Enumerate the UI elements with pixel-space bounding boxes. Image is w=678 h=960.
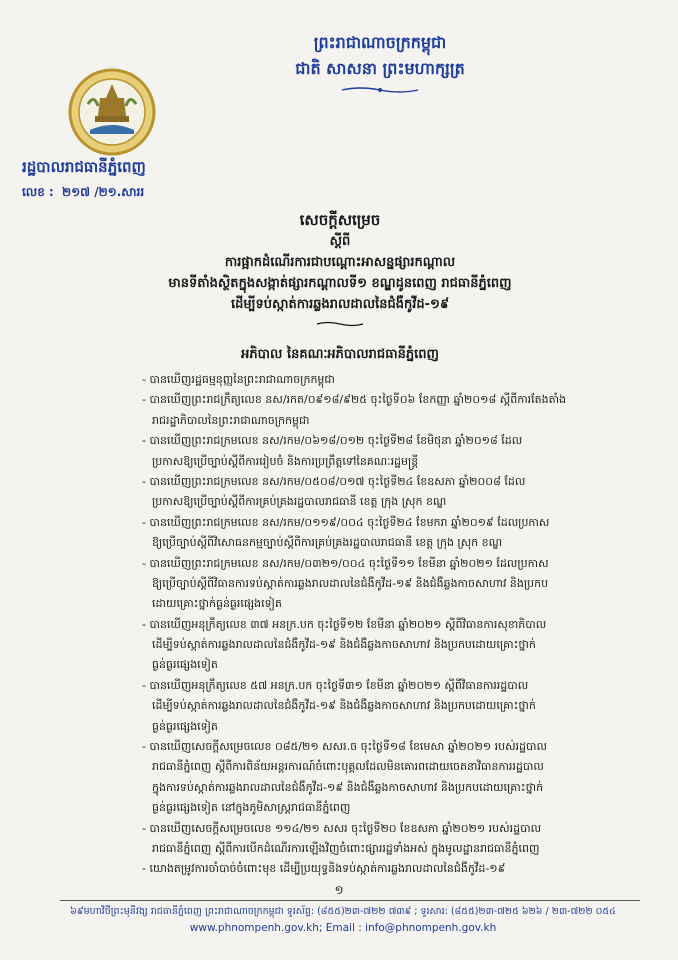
recital-line: ប្រកាសឱ្យប្រើច្បាប់ស្ដីពីការរៀបចំ និងការប្រព្រឹត្តទៅនៃគណៈរដ្ឋមន្ត្រី: [152, 454, 419, 468]
reference-value: ២១៧ /២១.សាររ: [62, 185, 145, 199]
recital-line: ធ្ងន់ធ្ងរផ្សេងទៀត នៅក្នុងភូមិសាស្ត្ររាជធានីភ្នំពេញ: [152, 801, 351, 815]
recital-line: - បានឃើញព្រះរាជក្រឹត្យលេខ នស/រកត/០៩១៨/៩២៥ ចុះថ្ងៃទី០៦ ខែកញ្ញា ឆ្នាំ២០១៨ ស្ដីពីការតែងតាំង: [142, 393, 567, 407]
title-line-5: ដើម្បីទប់ស្កាត់ការឆ្លងរាលដាលនៃជំងឺកូវីដ-១៩: [230, 297, 450, 312]
title-line-4: មានទីតាំងស្ថិតក្នុងសង្កាត់ផ្សារកណ្ដាលទី១ ខណ្ឌដូនពេញ រាជធានីភ្នំពេញ: [168, 276, 512, 291]
phnom-penh-seal-icon: [68, 68, 156, 156]
recital-line: ដើម្បីទប់ស្កាត់ការឆ្លងរាលដាលនៃជំងឺកូវីដ-១៩ និងជំងឺឆ្លងកាចសាហាវ និងប្រកបដោយគ្រោះថ្នាក់: [152, 638, 536, 652]
recital-line: - បានឃើញព្រះរាជក្រមលេខ នស/រកម/០៦១៨/០១២ ចុះថ្ងៃទី២៨ ខែមិថុនា ឆ្នាំ២០១៨ ដែល: [142, 434, 523, 448]
recital-line: ក្នុងការទប់ស្កាត់ការឆ្លងរាលដាលនៃជំងឺកូវីដ-១៩ និងជំងឺឆ្លងកាចសាហាវ និងប្រកបដោយគ្រោះថ្នាក់: [152, 780, 544, 794]
recital-line: រាជធានីភ្នំពេញ ស្ដីពីការពិន័យអន្តរការណ៍ចំពោះបុគ្គលដែលមិនគោរពដោយចេតនាវិធានការរដ្ឋបាល: [152, 760, 544, 774]
recital-line: ដើម្បីទប់ស្កាត់ការឆ្លងរាលដាលនៃជំងឺកូវីដ-១៩ និងជំងឺឆ្លងកាចសាហាវ និងប្រកបដោយគ្រោះថ្នាក់: [152, 699, 536, 713]
footer-address: ៦៩មហាវិថីព្រះមុនីវង្ស រាជធានីភ្នំពេញ ព្រះរាជាណាចក្រកម្ពុជា ទូរស័ព្ទ: (៨៥៥)២៣-៧២២ ៧៣៩ ; ទូរសារ: (៨៥៥)២៣-៧២៥ ៦២៦ / ២៣-៧២២ ០៥៤: [70, 906, 616, 917]
recital-line: ប្រកាសឱ្យប្រើច្បាប់ស្ដីពីការគ្រប់គ្រងរដ្ឋបាលរាជធានី ខេត្ត ក្រុង ស្រុក ខណ្ឌ: [152, 495, 447, 509]
national-motto: ជាតិ សាសនា ព្រះមហាក្សត្រ: [295, 59, 465, 78]
recital-line: - បានឃើញអនុក្រឹត្យលេខ ៣៧ អនក្រ.បក ចុះថ្ងៃទី១២ ខែមីនា ឆ្នាំ២០២១ ស្ដីពីវិធានការសុខាភិបាល: [142, 617, 547, 631]
recital-line: - យោងតម្រូវការចាំបាច់ចំពោះមុខ ដើម្បីប្រយុទ្ធនិងទប់ស្កាត់ការឆ្លងរាលដាលនៃជំងឺកូវីដ-១៩: [142, 862, 506, 876]
kingdom-header: [230, 30, 530, 94]
ornament-divider-icon: [340, 86, 420, 94]
recital-line: - បានឃើញអនុក្រឹត្យលេខ ៥៧ អនក្រ.បក ចុះថ្ងៃទី៣១ ខែមីនា ឆ្នាំ២០២១ ស្ដីពីវិធានការរដ្ឋបាល: [142, 678, 529, 692]
title-line-1: សេចក្ដីសម្រេច: [299, 211, 381, 229]
recital-line: - បានឃើញព្រះរាជក្រមលេខ នស/រកម/០១១៩/០០៤ ចុះថ្ងៃទី២៤ ខែមករា ឆ្នាំ២០១៩ ដែលប្រកាស: [142, 515, 550, 529]
kingdom-name: ព្រះរាជាណាចក្រកម្ពុជា: [313, 33, 447, 52]
title-line-2: ស្ដីពី: [329, 234, 351, 249]
recital-line: រាជធានីភ្នំពេញ ស្ដីពីការបើកដំណើរការឡើងវិញចំពោះផ្សាររដ្ឋទាំងអស់ ក្នុងមូលដ្ឋានរាជធានីភ្នំពេញ: [152, 841, 540, 855]
recital-line: ដោយគ្រោះថ្នាក់ធ្ងន់ធ្ងរផ្សេងទៀត: [152, 597, 282, 611]
recital-line: ឱ្យប្រើច្បាប់ស្ដីពីវិសោធនកម្មច្បាប់ស្ដីពីការគ្រប់គ្រងរដ្ឋបាលរាជធានី ខេត្ត ក្រុង ស្រុក ខណ្ឌ: [152, 536, 503, 550]
reference-number: [22, 184, 222, 202]
reference-label: លេខ :: [22, 185, 54, 199]
recital-line: ឱ្យប្រើច្បាប់ស្ដីពីវិធានការទប់ស្កាត់ការឆ្លងរាលដាលនៃជំងឺកូវីដ-១៩ និងជំងឺឆ្លងកាចសាហាវ និងប្រកប: [152, 576, 549, 590]
recital-line: ធ្ងន់ធ្ងរផ្សេងទៀត: [152, 719, 218, 733]
issuing-authority: រដ្ឋបាលរាជធានីភ្នំពេញ: [22, 158, 146, 176]
recitals-list: [142, 370, 647, 880]
recital-line: - បានឃើញសេចក្ដីសម្រេចលេខ ១១៤/២១ សសរ ចុះថ្ងៃទី២០ ខែឧសភា ឆ្នាំ២០២១ របស់រដ្ឋបាល: [142, 821, 542, 835]
recital-line: - បានឃើញព្រះរាជក្រមលេខ នស/រកម/០៣២១/០០៤ ចុះថ្ងៃទី១១ ខែមីនា ឆ្នាំ២០២១ ដែលប្រកាស: [142, 556, 549, 570]
recital-line: - បានឃើញព្រះរាជក្រមលេខ នស/រកម/០៥០៨/០១៧ ចុះថ្ងៃទី២៤ ខែឧសភា ឆ្នាំ២០០៨ ដែល: [142, 474, 526, 488]
decision-title: [120, 210, 560, 327]
recital-line: - បានឃើញសេចក្ដីសម្រេចលេខ ០៨៥/២១ សសរ.ច ចុះថ្ងៃទី១៨ ខែមេសា ឆ្នាំ២០២១ របស់រដ្ឋបាល: [142, 740, 547, 754]
footer-divider: [60, 900, 640, 901]
title-line-3: ការផ្អាកដំណើរការជាបណ្ដោះអាសន្នផ្សារកណ្ដាល: [224, 255, 456, 270]
recital-line: រាជរដ្ឋាភិបាលនៃព្រះរាជាណាចក្រកម្ពុជា: [152, 413, 310, 427]
page-number: ១: [334, 883, 344, 897]
footer-website: www.phnompenh.gov.kh; Email : info@phnompenh.gov.kh: [189, 922, 497, 934]
recital-line: - បានឃើញរដ្ឋធម្មនុញ្ញនៃព្រះរាជាណាចក្រកម្ពុជា: [142, 373, 335, 386]
title-separator-icon: [315, 321, 365, 327]
governor-heading: អភិបាល នៃគណៈអភិបាលរាជធានីភ្នំពេញ: [241, 347, 439, 362]
recital-line: ធ្ងន់ធ្ងរផ្សេងទៀត: [152, 658, 218, 672]
